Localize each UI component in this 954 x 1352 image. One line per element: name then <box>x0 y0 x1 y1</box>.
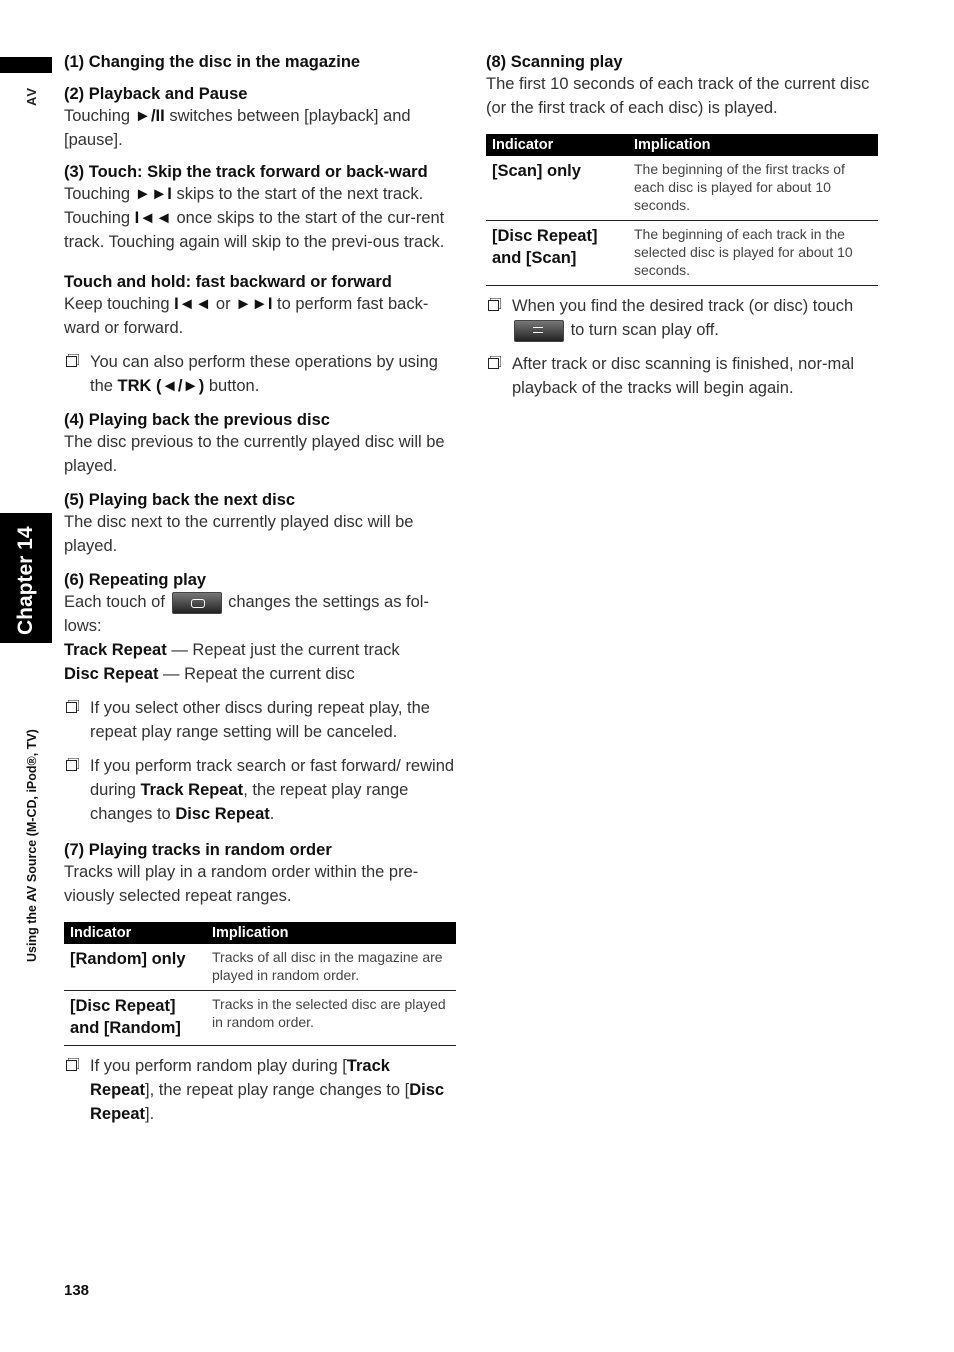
checkbox-bullet-icon <box>66 702 77 713</box>
right-column <box>486 52 878 410</box>
repeat-option-disc: Disc Repeat — Repeat the current disc <box>64 665 355 683</box>
table-header-implication: Implication <box>628 134 878 156</box>
checkbox-bullet-icon <box>488 358 499 369</box>
heading-touch-hold: Touch and hold: fast backward or forward <box>64 273 392 291</box>
note-repeat-range: If you perform track search or fast forward/ rewind during Track Repeat, the repeat play range changes to Disc Repeat. <box>64 754 456 826</box>
section-caption: Using the AV Source (M-CD, iPod®, TV) <box>25 729 39 962</box>
scan-button-icon[interactable] <box>514 320 564 342</box>
fast-forward-icon: ►►I <box>235 295 273 313</box>
scan-indicator-table <box>486 134 878 286</box>
note-repeat-canceled: If you select other discs during repeat play, the repeat play range setting will be canceled. <box>64 696 456 744</box>
play-pause-icon: ►/II <box>134 107 165 125</box>
paragraph-playback-pause: Touching ►/II switches between [playback] and [pause]. <box>64 107 411 149</box>
checkbox-bullet-icon <box>488 300 499 311</box>
heading-skip-track: (3) Touch: Skip the track forward or back-ward <box>64 163 428 181</box>
repeat-button-icon[interactable] <box>172 592 222 614</box>
repeat-option-track: Track Repeat — Repeat just the current track <box>64 641 400 659</box>
paragraph-random-order: Tracks will play in a random order within the pre-viously selected repeat ranges. <box>64 863 419 905</box>
section-av-label: AV <box>24 86 39 106</box>
table-row: [Random] only Tracks of all disc in the magazine are played in random order. <box>64 944 456 991</box>
table-row: [Disc Repeat] and [Random] Tracks in the selected disc are played in random order. <box>64 991 456 1046</box>
random-indicator-table <box>64 922 456 1046</box>
chapter-label: Chapter 14 <box>14 526 37 635</box>
table-header-implication: Implication <box>206 922 456 944</box>
heading-changing-disc: (1) Changing the disc in the magazine <box>64 53 361 71</box>
heading-random-order: (7) Playing tracks in random order <box>64 841 332 859</box>
heading-playback-pause: (2) Playback and Pause <box>64 85 248 103</box>
table-row: [Scan] only The beginning of the first tracks of each disc is played for about 10 seconds. <box>486 156 878 221</box>
note-trk-button: You can also perform these operations by using the TRK (◄/►) button. <box>64 350 456 398</box>
table-header-indicator: Indicator <box>486 134 628 156</box>
checkbox-bullet-icon <box>66 760 77 771</box>
paragraph-next-disc: The disc next to the currently played disc will be played. <box>64 513 414 555</box>
heading-previous-disc: (4) Playing back the previous disc <box>64 411 330 429</box>
previous-track-icon: I◄◄ <box>134 209 172 227</box>
checkbox-bullet-icon <box>66 356 77 367</box>
heading-next-disc: (5) Playing back the next disc <box>64 491 296 509</box>
paragraph-touch-hold: Keep touching I◄◄ or ►►I to perform fast back-ward or forward. <box>64 295 429 337</box>
note-scan-finished: After track or disc scanning is finished, nor-mal playback of the tracks will begin again. <box>486 352 878 400</box>
paragraph-scanning-play: The first 10 seconds of each track of the current disc (or the first track of each disc) is played. <box>486 75 870 117</box>
paragraph-previous-disc: The disc previous to the currently played disc will be played. <box>64 433 445 475</box>
chapter-tab <box>0 513 52 643</box>
left-column <box>64 52 456 1136</box>
note-scan-off: When you find the desired track (or disc) touch to turn scan play off. <box>486 294 878 342</box>
table-header-indicator: Indicator <box>64 922 206 944</box>
heading-scanning-play: (8) Scanning play <box>486 53 623 71</box>
page-number: 138 <box>64 1282 90 1299</box>
next-track-icon: ►►I <box>134 185 172 203</box>
chapter-marker-bar <box>0 57 52 73</box>
heading-repeating-play: (6) Repeating play <box>64 571 207 589</box>
table-row: [Disc Repeat] and [Scan] The beginning of each track in the selected disc is played for about 10 seconds. <box>486 221 878 286</box>
checkbox-bullet-icon <box>66 1060 77 1071</box>
paragraph-skip-track: Touching ►►I skips to the start of the next track. Touching I◄◄ once skips to the start of the cur-rent track. Touching again will skip to the previ-ous track. <box>64 185 445 251</box>
paragraph-repeating-play: Each touch of changes the settings as fol-lows: <box>64 593 429 635</box>
note-random-repeat: If you perform random play during [Track Repeat], the repeat play range changes to [Disc Repeat]. <box>64 1054 456 1126</box>
fast-backward-icon: I◄◄ <box>174 295 212 313</box>
